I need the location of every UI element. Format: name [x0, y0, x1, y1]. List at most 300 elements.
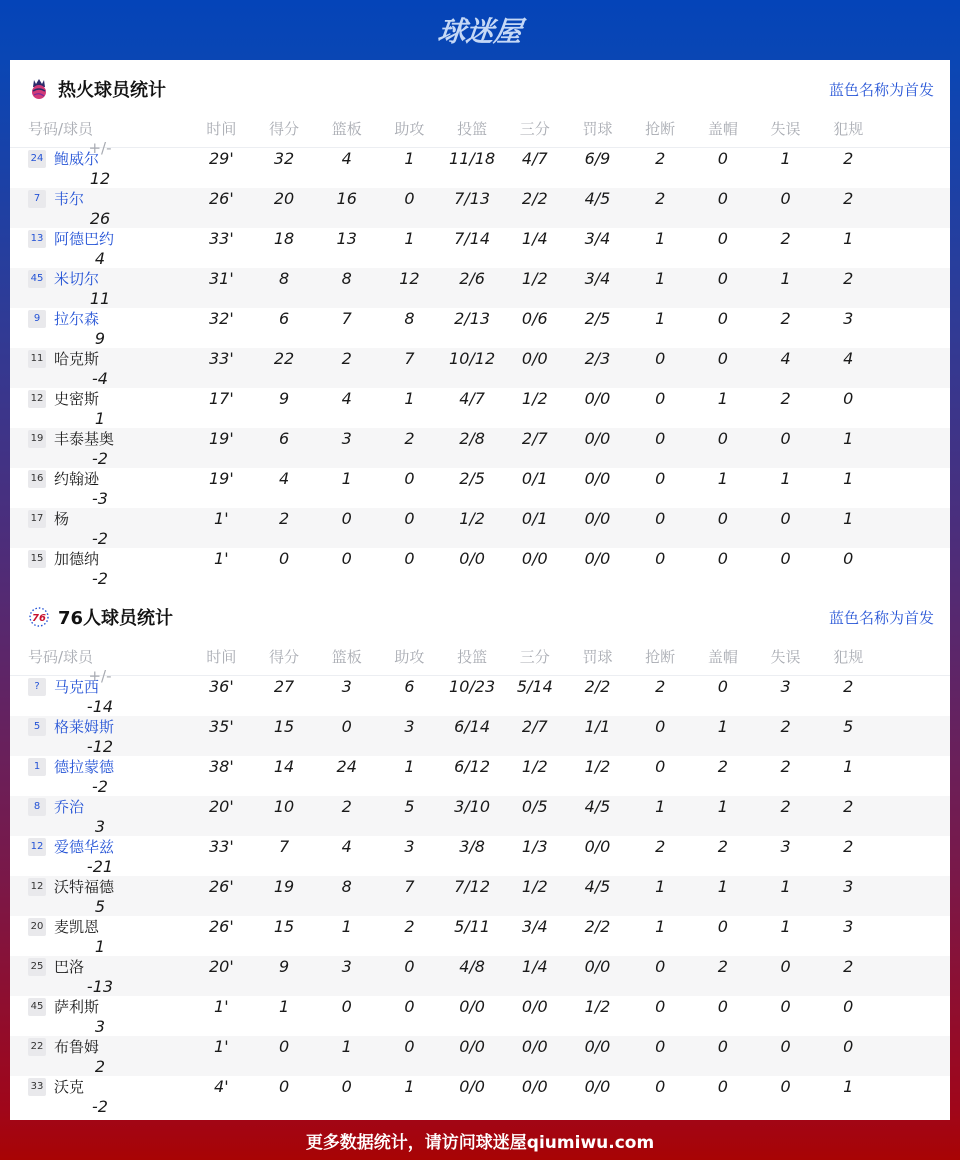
team-title: 热火球员统计 — [58, 80, 166, 101]
player-name[interactable]: 巴洛 — [54, 958, 85, 976]
player-cell[interactable] — [10, 548, 190, 569]
stat-cell: 2 — [843, 269, 854, 288]
stat-cell: 1' — [214, 997, 229, 1016]
stat-cell: 0 — [341, 997, 352, 1016]
stat-cell: 22 — [273, 349, 295, 368]
table-row[interactable] — [10, 836, 950, 876]
player-name[interactable]: 阿德巴约 — [54, 230, 115, 248]
column-header[interactable]: 时间 — [206, 648, 237, 666]
stat-cell: 0/1 — [521, 509, 548, 528]
stat-cell: 2/7 — [521, 429, 548, 448]
table-row[interactable] — [10, 996, 950, 1036]
jersey-number: 9 — [28, 310, 46, 328]
stat-cell: 0 — [341, 509, 352, 528]
stat-cell: 1 — [843, 229, 854, 248]
stat-cell: 1/2 — [521, 757, 548, 776]
section-header — [10, 588, 950, 646]
table-row[interactable] — [10, 548, 950, 588]
stat-cell: 5/11 — [454, 917, 491, 936]
player-name[interactable]: 布鲁姆 — [54, 1038, 100, 1056]
stat-cell: 0 — [843, 389, 854, 408]
stat-cell: 32' — [208, 309, 234, 328]
stat-cell: 2/3 — [584, 349, 611, 368]
stat-cell: 1 — [404, 389, 415, 408]
player-name[interactable]: 鲍威尔 — [54, 150, 100, 168]
stat-cell: 13 — [336, 229, 357, 248]
stat-cell: 0/5 — [521, 797, 548, 816]
stat-cell: 4 — [94, 249, 106, 268]
column-header[interactable]: 号码/球员 — [28, 648, 94, 666]
stat-cell: 6 — [278, 309, 290, 328]
stat-cell: 6 — [404, 677, 415, 696]
stat-cell: 7/12 — [454, 877, 491, 896]
stat-cell: 2 — [843, 189, 854, 208]
jersey-number: 13 — [28, 230, 46, 248]
player-name[interactable]: 史密斯 — [54, 390, 100, 408]
table-row[interactable] — [10, 268, 950, 308]
stat-cell: 1 — [780, 877, 791, 896]
stat-cell: 0 — [655, 757, 666, 776]
player-cell[interactable] — [10, 508, 190, 529]
player-name[interactable]: 沃特福德 — [54, 878, 115, 896]
stat-cell: 0 — [404, 469, 415, 488]
table-header — [10, 118, 950, 157]
stat-cell: 3 — [404, 837, 415, 856]
jersey-number: 16 — [28, 470, 46, 488]
stat-cell: 2/6 — [459, 269, 485, 288]
stat-cell: 1 — [655, 797, 666, 816]
stat-cell: 3 — [341, 957, 352, 976]
player-cell[interactable] — [10, 148, 190, 169]
sixers-logo-icon — [28, 606, 50, 628]
footer-banner[interactable] — [0, 1120, 960, 1160]
stat-cell: 1/3 — [521, 837, 548, 856]
stat-cell: 0 — [655, 469, 666, 488]
stat-cell: 0/0 — [521, 549, 548, 568]
stat-cell: 0/0 — [521, 1037, 548, 1056]
player-cell[interactable] — [10, 228, 190, 249]
player-cell[interactable] — [10, 716, 190, 737]
player-cell[interactable] — [10, 1076, 190, 1097]
player-cell[interactable] — [10, 676, 190, 697]
stat-cell: 2 — [780, 229, 791, 248]
player-cell[interactable] — [10, 348, 190, 369]
stat-cell: 6/12 — [454, 757, 491, 776]
stat-cell: -2 — [92, 449, 108, 468]
column-header[interactable]: 失误 — [770, 120, 801, 138]
stat-cell: 1 — [780, 469, 791, 488]
table-row[interactable] — [10, 508, 950, 548]
column-header[interactable]: 失误 — [770, 648, 801, 666]
stat-cell: 0 — [717, 1077, 728, 1096]
stat-cell: 0/0 — [459, 997, 485, 1016]
table-row[interactable] — [10, 1076, 950, 1116]
stat-cell: 27 — [273, 677, 295, 696]
stat-cell: 0 — [717, 229, 728, 248]
player-cell[interactable] — [10, 796, 190, 817]
column-header[interactable]: 投篮 — [457, 648, 488, 666]
stat-cell: 1 — [94, 937, 106, 956]
table-row[interactable] — [10, 676, 950, 716]
stat-cell: 3/4 — [521, 917, 548, 936]
team-title: 76人球员统计 — [58, 608, 174, 629]
player-name[interactable]: 格莱姆斯 — [54, 718, 115, 736]
player-name[interactable]: 德拉蒙德 — [54, 758, 115, 776]
table-row[interactable] — [10, 716, 950, 756]
stat-cell: 0 — [717, 1037, 728, 1056]
jersey-number: 12 — [28, 390, 46, 408]
stat-cell: 2 — [780, 757, 791, 776]
player-cell[interactable] — [10, 1036, 190, 1057]
stat-cell: 1 — [843, 1077, 854, 1096]
stat-cell: 1' — [214, 549, 229, 568]
stat-cell: -4 — [92, 369, 108, 388]
column-header[interactable]: 助攻 — [394, 648, 425, 666]
stat-cell: 3 — [94, 1017, 106, 1036]
stat-cell: 4/5 — [584, 189, 611, 208]
player-name[interactable]: 马克西 — [54, 678, 100, 696]
stat-cell: 0 — [717, 149, 728, 168]
stat-cell: 1 — [404, 149, 415, 168]
player-name[interactable]: 约翰逊 — [54, 470, 100, 488]
player-name[interactable]: 麦凯恩 — [54, 918, 100, 936]
table-row[interactable] — [10, 1036, 950, 1076]
stat-cell: 0 — [655, 957, 666, 976]
stat-cell: 0/0 — [521, 349, 548, 368]
column-header[interactable]: 篮板 — [331, 120, 362, 138]
stat-cell: 2/2 — [584, 677, 611, 696]
table-row[interactable] — [10, 348, 950, 388]
stat-cell: 1 — [717, 877, 728, 896]
column-header[interactable]: 抢断 — [645, 648, 676, 666]
stat-cell: 0/0 — [584, 1077, 611, 1096]
stat-cell: 0 — [717, 269, 728, 288]
stat-cell: 2 — [655, 149, 666, 168]
stat-cell: 1 — [717, 389, 728, 408]
table-row[interactable] — [10, 876, 950, 916]
stat-cell: 4 — [278, 469, 290, 488]
jersey-number: 17 — [28, 510, 46, 528]
jersey-number: 7 — [28, 190, 46, 208]
jersey-number: 1 — [28, 758, 46, 776]
stat-cell: 0/0 — [459, 1077, 485, 1096]
player-name[interactable]: 丰泰基奥 — [54, 430, 115, 448]
stat-cell: 1 — [655, 229, 666, 248]
stat-cell: 0 — [655, 429, 666, 448]
player-cell[interactable] — [10, 996, 190, 1017]
stat-cell: 0 — [278, 1077, 290, 1096]
stat-cell: 33' — [208, 229, 234, 248]
player-cell[interactable] — [10, 268, 190, 289]
stat-cell: 1/2 — [584, 757, 611, 776]
stat-cell: -2 — [92, 569, 108, 588]
stat-cell: 2/5 — [459, 469, 485, 488]
stat-cell: 2 — [655, 189, 666, 208]
table-row[interactable] — [10, 916, 950, 956]
jersey-number: 11 — [28, 350, 46, 368]
stat-cell: -2 — [92, 777, 108, 796]
stat-cell: 0 — [278, 549, 290, 568]
stat-cell: 2 — [278, 509, 290, 528]
jersey-number: 20 — [28, 918, 46, 936]
stat-cell: 1 — [341, 917, 352, 936]
stat-cell: 1 — [341, 1037, 352, 1056]
starter-legend: 蓝色名称为首发 — [828, 608, 934, 627]
column-header[interactable]: 犯规 — [833, 648, 864, 666]
player-name[interactable]: 韦尔 — [54, 190, 85, 208]
stat-cell: 10/23 — [449, 677, 496, 696]
stat-cell: 9 — [94, 329, 106, 348]
stat-cell: 1 — [717, 469, 728, 488]
stat-cell: 0/0 — [584, 429, 611, 448]
column-header[interactable]: 投篮 — [457, 120, 488, 138]
stat-cell: 1 — [843, 509, 854, 528]
stat-cell: 4/8 — [459, 957, 485, 976]
stat-cell: 33' — [208, 837, 234, 856]
player-name[interactable]: 沃克 — [54, 1078, 85, 1096]
stat-cell: 0 — [843, 549, 854, 568]
column-header[interactable]: 得分 — [269, 120, 300, 138]
stat-cell: 1 — [278, 997, 290, 1016]
jersey-number: 12 — [28, 838, 46, 856]
column-header[interactable]: 罚球 — [582, 120, 613, 138]
stat-cell: 19' — [208, 429, 234, 448]
team-section — [10, 588, 950, 1116]
stat-cell: 1' — [214, 1037, 229, 1056]
stat-cell: 3 — [843, 877, 854, 896]
stat-cell: 2 — [780, 797, 791, 816]
column-header[interactable]: +/- — [88, 667, 112, 685]
player-cell[interactable] — [10, 916, 190, 937]
stat-cell: 1/4 — [521, 957, 548, 976]
player-name[interactable]: 乔治 — [54, 798, 85, 816]
section-title — [28, 604, 173, 630]
stat-cell: 0 — [404, 997, 415, 1016]
player-cell[interactable] — [10, 468, 190, 489]
column-header[interactable]: 三分 — [519, 120, 550, 138]
section-header — [10, 60, 950, 118]
table-row[interactable] — [10, 468, 950, 508]
table-row[interactable] — [10, 188, 950, 228]
column-header[interactable]: 时间 — [206, 120, 237, 138]
stat-cell: 1/2 — [521, 269, 548, 288]
stat-cell: 0 — [780, 1077, 791, 1096]
stat-cell: 7 — [278, 837, 290, 856]
stat-cell: 0 — [780, 1037, 791, 1056]
stat-cell: 3/8 — [459, 837, 485, 856]
stat-cell: 38' — [208, 757, 234, 776]
stat-cell: 1 — [843, 757, 854, 776]
stat-cell: 0 — [843, 997, 854, 1016]
column-header[interactable]: 犯规 — [833, 120, 864, 138]
stat-cell: 0 — [717, 429, 728, 448]
stat-cell: 0 — [780, 549, 791, 568]
stat-cell: 1 — [717, 717, 728, 736]
stat-cell: 0 — [780, 429, 791, 448]
stat-cell: -13 — [86, 977, 114, 996]
player-name[interactable]: 米切尔 — [54, 270, 100, 288]
stat-cell: 10 — [273, 797, 295, 816]
stat-cell: 0 — [717, 309, 728, 328]
jersey-number: 24 — [28, 150, 46, 168]
stat-cell: 1 — [780, 917, 791, 936]
stat-cell: 5/14 — [516, 677, 553, 696]
stat-cell: 1 — [404, 229, 415, 248]
stat-cell: 2 — [717, 957, 728, 976]
stat-cell: 2 — [843, 957, 854, 976]
stat-cell: 2 — [341, 349, 352, 368]
stat-cell: 0 — [655, 1037, 666, 1056]
column-header[interactable]: 盖帽 — [707, 648, 738, 666]
stat-cell: -12 — [86, 737, 114, 756]
stat-cell: 29' — [208, 149, 234, 168]
stat-cell: 0 — [404, 189, 415, 208]
stat-cell: 3 — [780, 677, 791, 696]
stat-cell: 3/4 — [584, 269, 611, 288]
stat-cell: 1 — [655, 877, 666, 896]
table-row[interactable] — [10, 228, 950, 268]
stat-cell: 0 — [717, 509, 728, 528]
player-name[interactable]: 爱德华兹 — [54, 838, 115, 856]
stat-cell: 7 — [404, 877, 415, 896]
stat-cell: 8 — [341, 877, 352, 896]
stat-cell: 1 — [780, 269, 791, 288]
jersey-number: 5 — [28, 718, 46, 736]
stat-cell: 5 — [94, 897, 106, 916]
stat-cell: 3 — [843, 917, 854, 936]
jersey-number: 8 — [28, 798, 46, 816]
stat-cell: 2 — [780, 389, 791, 408]
stat-cell: 15 — [273, 717, 295, 736]
player-name[interactable]: 加德纳 — [54, 550, 100, 568]
stat-cell: 0 — [404, 549, 415, 568]
player-cell[interactable] — [10, 876, 190, 897]
player-name[interactable]: 杨 — [54, 510, 70, 528]
jersey-number: 12 — [28, 878, 46, 896]
table-row[interactable] — [10, 796, 950, 836]
stat-cell: 17' — [208, 389, 234, 408]
player-cell[interactable] — [10, 956, 190, 977]
stat-cell: 2 — [94, 1057, 106, 1076]
heat-logo-icon — [28, 78, 50, 100]
stat-cell: 11/18 — [449, 149, 496, 168]
stat-cell: 0/0 — [459, 1037, 485, 1056]
stat-cell: 19' — [208, 469, 234, 488]
player-cell[interactable] — [10, 308, 190, 329]
jersey-number: 45 — [28, 270, 46, 288]
stat-cell: -2 — [92, 529, 108, 548]
stat-cell: 9 — [278, 957, 290, 976]
table-row[interactable] — [10, 308, 950, 348]
player-name[interactable]: 萨利斯 — [54, 998, 100, 1016]
starter-legend: 蓝色名称为首发 — [828, 80, 934, 99]
stat-cell: 24 — [336, 757, 357, 776]
stat-cell: 12 — [89, 169, 111, 188]
player-name[interactable]: 拉尔森 — [54, 310, 100, 328]
column-header[interactable]: 罚球 — [582, 648, 613, 666]
stat-cell: 0 — [717, 549, 728, 568]
column-header[interactable]: 得分 — [269, 648, 300, 666]
stat-cell: 0/0 — [584, 549, 611, 568]
player-cell[interactable] — [10, 388, 190, 409]
stat-cell: 5 — [404, 797, 415, 816]
stat-cell: 19 — [273, 877, 295, 896]
stat-cell: 0 — [655, 349, 666, 368]
stat-cell: 14 — [273, 757, 295, 776]
stat-cell: 2 — [843, 149, 854, 168]
jersey-number: 22 — [28, 1038, 46, 1056]
stat-cell: 1 — [404, 757, 415, 776]
stat-cell: 0 — [655, 1077, 666, 1096]
player-cell[interactable] — [10, 836, 190, 857]
stat-cell: 31' — [208, 269, 234, 288]
stat-cell: 2/7 — [521, 717, 548, 736]
column-header[interactable]: 三分 — [519, 648, 550, 666]
stat-cell: 0 — [655, 509, 666, 528]
stat-cell: 0 — [278, 1037, 290, 1056]
stat-cell: 4 — [341, 837, 352, 856]
stat-cell: 1 — [780, 149, 791, 168]
stat-cell: 3 — [404, 717, 415, 736]
player-cell[interactable] — [10, 428, 190, 449]
table-row[interactable] — [10, 956, 950, 996]
stat-cell: 0 — [655, 997, 666, 1016]
table-header — [10, 646, 950, 685]
player-name[interactable]: 哈克斯 — [54, 350, 100, 368]
stat-cell: 0 — [655, 389, 666, 408]
column-header[interactable]: 号码/球员 — [28, 120, 94, 138]
stat-cell: 3 — [341, 677, 352, 696]
stat-cell: 15 — [273, 917, 295, 936]
table-row[interactable] — [10, 388, 950, 428]
stat-cell: 2 — [843, 677, 854, 696]
team-section — [10, 60, 950, 588]
column-header[interactable]: 盖帽 — [707, 120, 738, 138]
stat-cell: 2 — [404, 917, 415, 936]
stat-cell: 7/14 — [454, 229, 491, 248]
stat-cell: 2/2 — [521, 189, 548, 208]
table-row[interactable] — [10, 756, 950, 796]
table-row[interactable] — [10, 148, 950, 188]
stat-cell: 3 — [94, 817, 106, 836]
column-header[interactable]: +/- — [88, 139, 112, 157]
stat-cell: 2 — [404, 429, 415, 448]
stat-cell: 2/5 — [584, 309, 611, 328]
stat-cell: 33' — [208, 349, 234, 368]
column-header[interactable]: 篮板 — [331, 648, 362, 666]
stat-cell: 0 — [404, 1037, 415, 1056]
stat-cell: 0/0 — [584, 957, 611, 976]
stat-cell: 32 — [273, 149, 295, 168]
stat-cell: 1/2 — [584, 997, 611, 1016]
player-cell[interactable] — [10, 188, 190, 209]
column-header[interactable]: 助攻 — [394, 120, 425, 138]
stat-cell: 4 — [341, 149, 352, 168]
stat-cell: 0 — [780, 189, 791, 208]
jersey-number: 33 — [28, 1078, 46, 1096]
column-header[interactable]: 抢断 — [645, 120, 676, 138]
player-cell[interactable] — [10, 756, 190, 777]
table-row[interactable] — [10, 428, 950, 468]
stat-cell: 9 — [278, 389, 290, 408]
stat-cell: 2 — [780, 717, 791, 736]
jersey-number: 19 — [28, 430, 46, 448]
stat-cell: 8 — [404, 309, 415, 328]
stat-cell: 2 — [843, 837, 854, 856]
stat-cell: 35' — [208, 717, 234, 736]
stat-cell: 4 — [780, 349, 791, 368]
stat-cell: 1/2 — [521, 877, 548, 896]
